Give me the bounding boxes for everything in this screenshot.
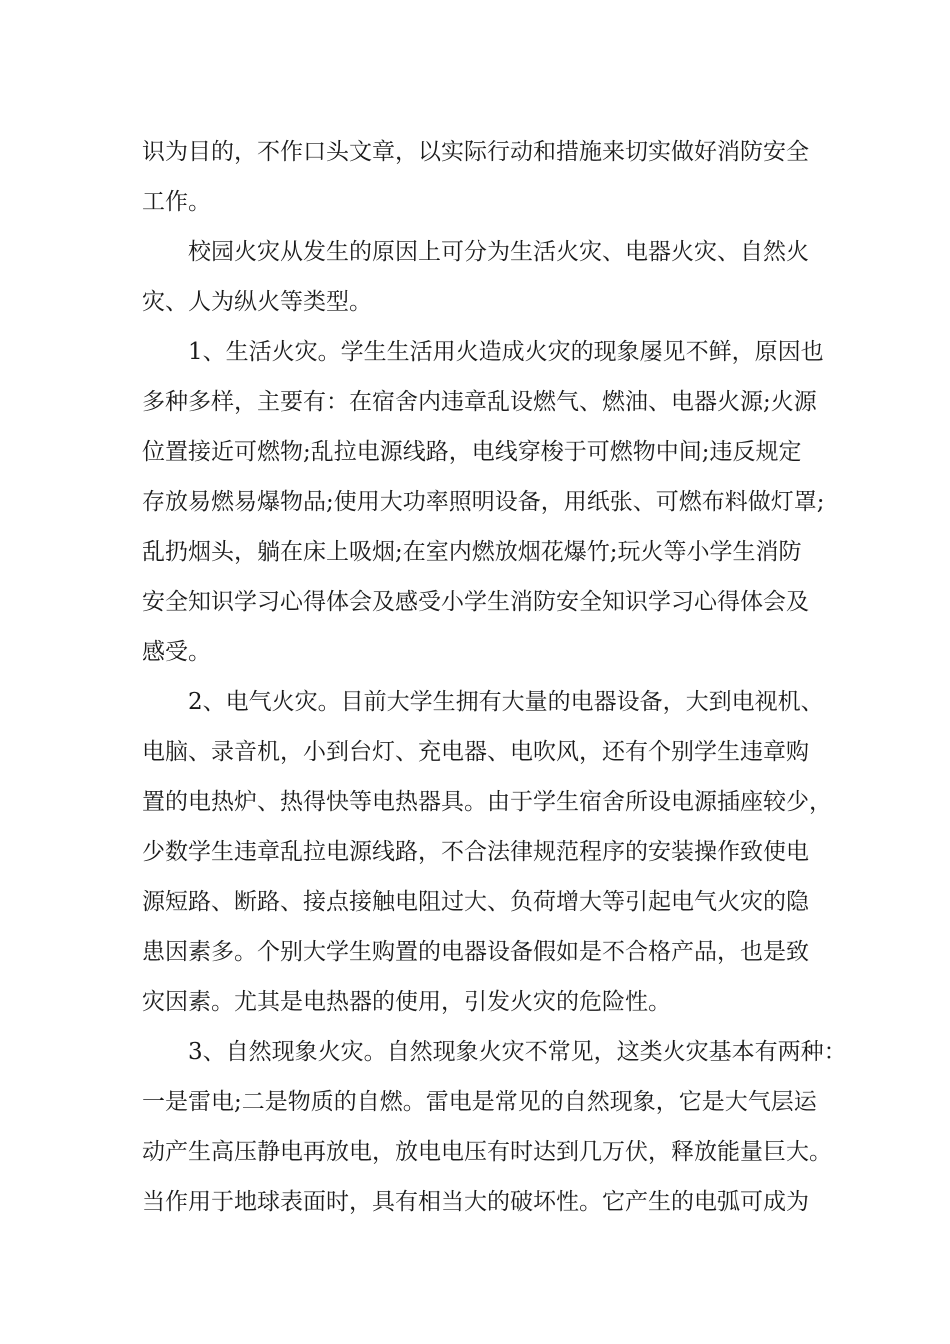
text-line: 灾、人为纵火等类型。 <box>142 289 372 315</box>
text-line: 电脑、录音机，小到台灯、充电器、电吹风，还有个别学生违章购 <box>142 739 809 765</box>
text-line: 多种多样，主要有：在宿舍内违章乱设燃气、燃油、电器火源;火源 <box>142 389 817 415</box>
text-line: 当作用于地球表面时，具有相当大的破坏性。它产生的电弧可成为 <box>142 1189 809 1215</box>
text-line: 源短路、断路、接点接触电阻过大、负荷增大等引起电气火灾的隐 <box>142 889 809 915</box>
paragraph-first-line: 3、自然现象火灾。自然现象火灾不常见，这类火灾基本有两种： <box>188 1039 847 1065</box>
paragraph-first-line: 1、生活火灾。学生生活用火造成火灾的现象屡见不鲜，原因也 <box>188 339 824 365</box>
text-line: 乱扔烟头，躺在床上吸烟;在室内燃放烟花爆竹;玩火等小学生消防 <box>142 539 802 565</box>
text-line: 感受。 <box>142 639 211 665</box>
text-line: 一是雷电;二是物质的自燃。雷电是常见的自然现象，它是大气层运 <box>142 1089 817 1115</box>
text-line: 少数学生违章乱拉电源线路，不合法律规范程序的安装操作致使电 <box>142 839 809 865</box>
text-line: 存放易燃易爆物品;使用大功率照明设备，用纸张、可燃布料做灯罩; <box>142 489 825 515</box>
text-line: 置的电热炉、热得快等电热器具。由于学生宿舍所设电源插座较少， <box>142 789 832 815</box>
paragraph-first-line: 2、电气火灾。目前大学生拥有大量的电器设备，大到电视机、 <box>188 689 824 715</box>
text-line: 位置接近可燃物;乱拉电源线路，电线穿梭于可燃物中间;违反规定 <box>142 439 802 465</box>
text-line: 识为目的，不作口头文章，以实际行动和措施来切实做好消防安全 <box>142 139 809 165</box>
paragraph-first-line: 校园火灾从发生的原因上可分为生活火灾、电器火灾、自然火 <box>188 239 809 265</box>
text-line: 工作。 <box>142 189 211 215</box>
text-line: 患因素多。个别大学生购置的电器设备假如是不合格产品，也是致 <box>142 939 809 965</box>
text-line: 动产生高压静电再放电，放电电压有时达到几万伏，释放能量巨大。 <box>142 1139 832 1165</box>
text-line: 灾因素。尤其是电热器的使用，引发火灾的危险性。 <box>142 989 671 1015</box>
text-line: 安全知识学习心得体会及感受小学生消防安全知识学习心得体会及 <box>142 589 809 615</box>
